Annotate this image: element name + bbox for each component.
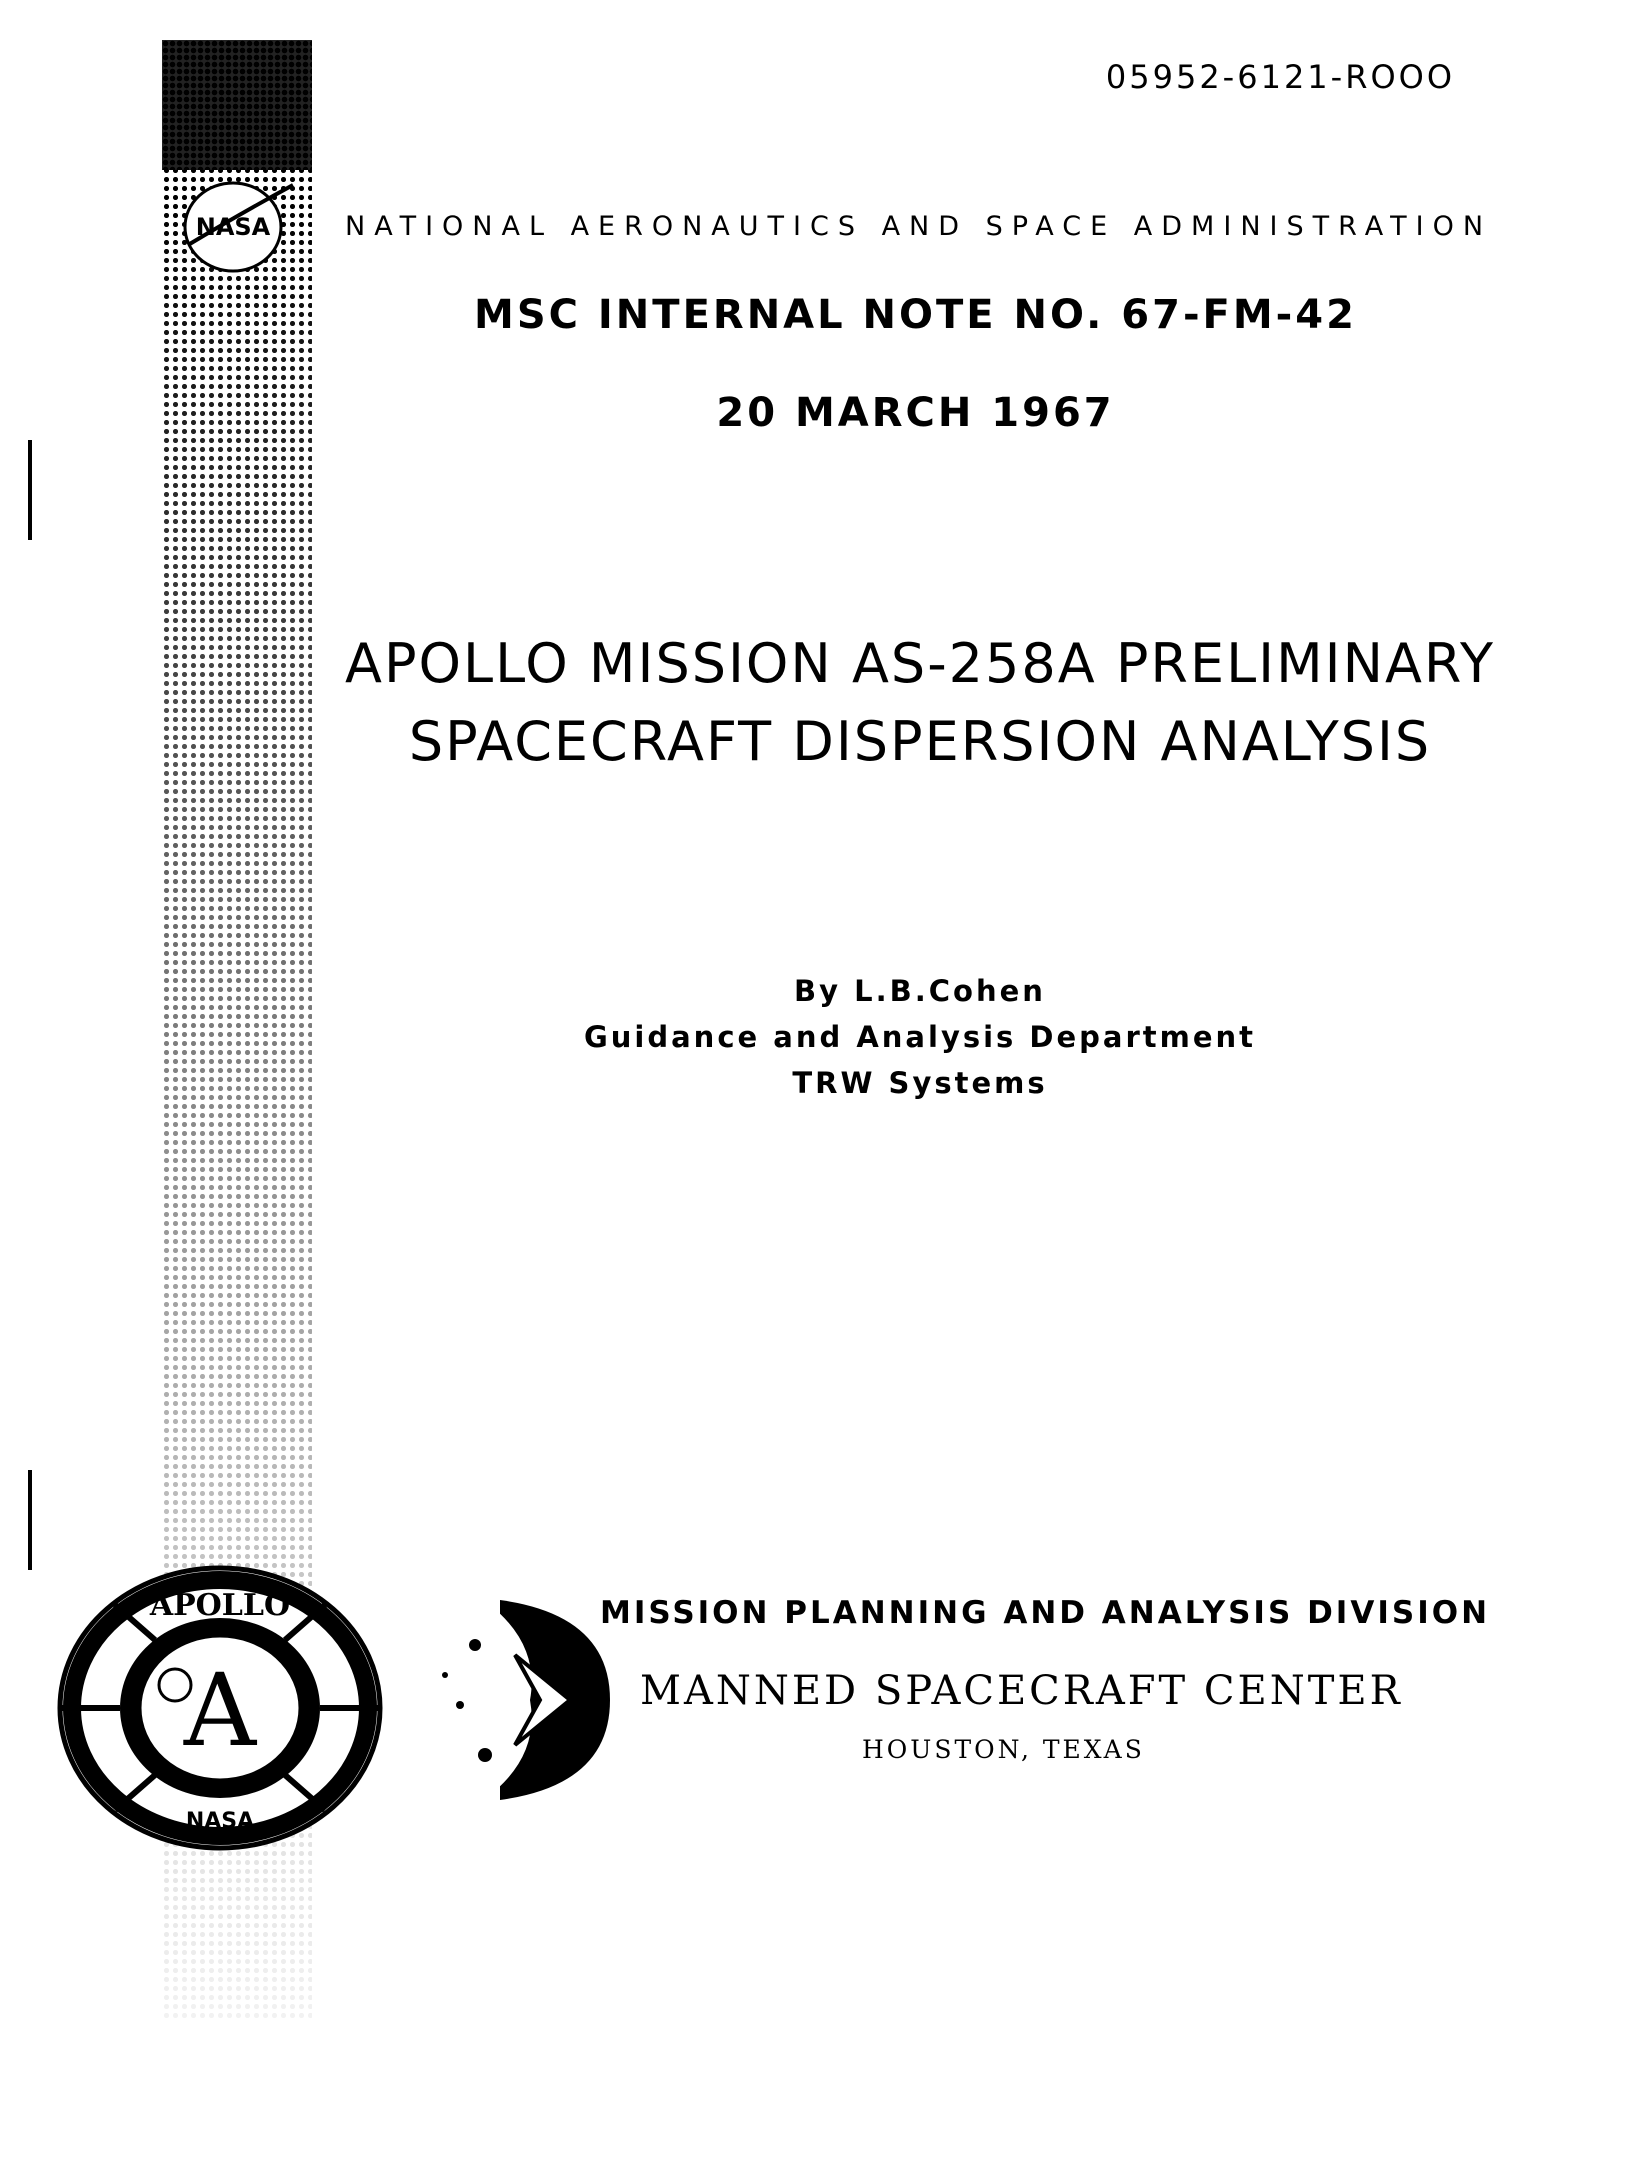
apollo-emblem-text: APOLLO bbox=[149, 1588, 291, 1623]
margin-mark bbox=[28, 440, 32, 540]
mission-planning-emblem bbox=[430, 1585, 620, 1815]
apollo-letter: A bbox=[183, 1652, 257, 1769]
internal-note-number: MSC INTERNAL NOTE NO. 67-FM-42 bbox=[474, 292, 1357, 338]
agency-name: NATIONAL AERONAUTICS AND SPACE ADMINISTRATION bbox=[345, 211, 1493, 242]
author-name: By L.B.Cohen bbox=[794, 974, 1046, 1008]
author-company: TRW Systems bbox=[792, 1066, 1048, 1100]
center-name: MANNED SPACECRAFT CENTER bbox=[640, 1668, 1403, 1714]
nasa-logo bbox=[178, 175, 298, 275]
document-number: 05952-6121-ROOO bbox=[1105, 58, 1455, 96]
apollo-emblem-nasa-text: NASA bbox=[185, 1809, 255, 1834]
title-line: APOLLO MISSION AS-258A PRELIMINARY bbox=[345, 632, 1495, 695]
author-block bbox=[330, 968, 1510, 1106]
division-name: MISSION PLANNING AND ANALYSIS DIVISION bbox=[600, 1595, 1491, 1631]
nasa-logo-text: NASA bbox=[195, 213, 271, 241]
author-department: Guidance and Analysis Department bbox=[583, 1020, 1257, 1054]
halftone-strip-top bbox=[162, 40, 312, 170]
note-date: 20 MARCH 1967 bbox=[716, 390, 1115, 436]
margin-mark bbox=[28, 1470, 32, 1570]
title-line: SPACECRAFT DISPERSION ANALYSIS bbox=[408, 710, 1432, 773]
document-title bbox=[330, 625, 1510, 781]
apollo-emblem bbox=[55, 1560, 405, 1860]
center-location: HOUSTON, TEXAS bbox=[862, 1735, 1145, 1764]
